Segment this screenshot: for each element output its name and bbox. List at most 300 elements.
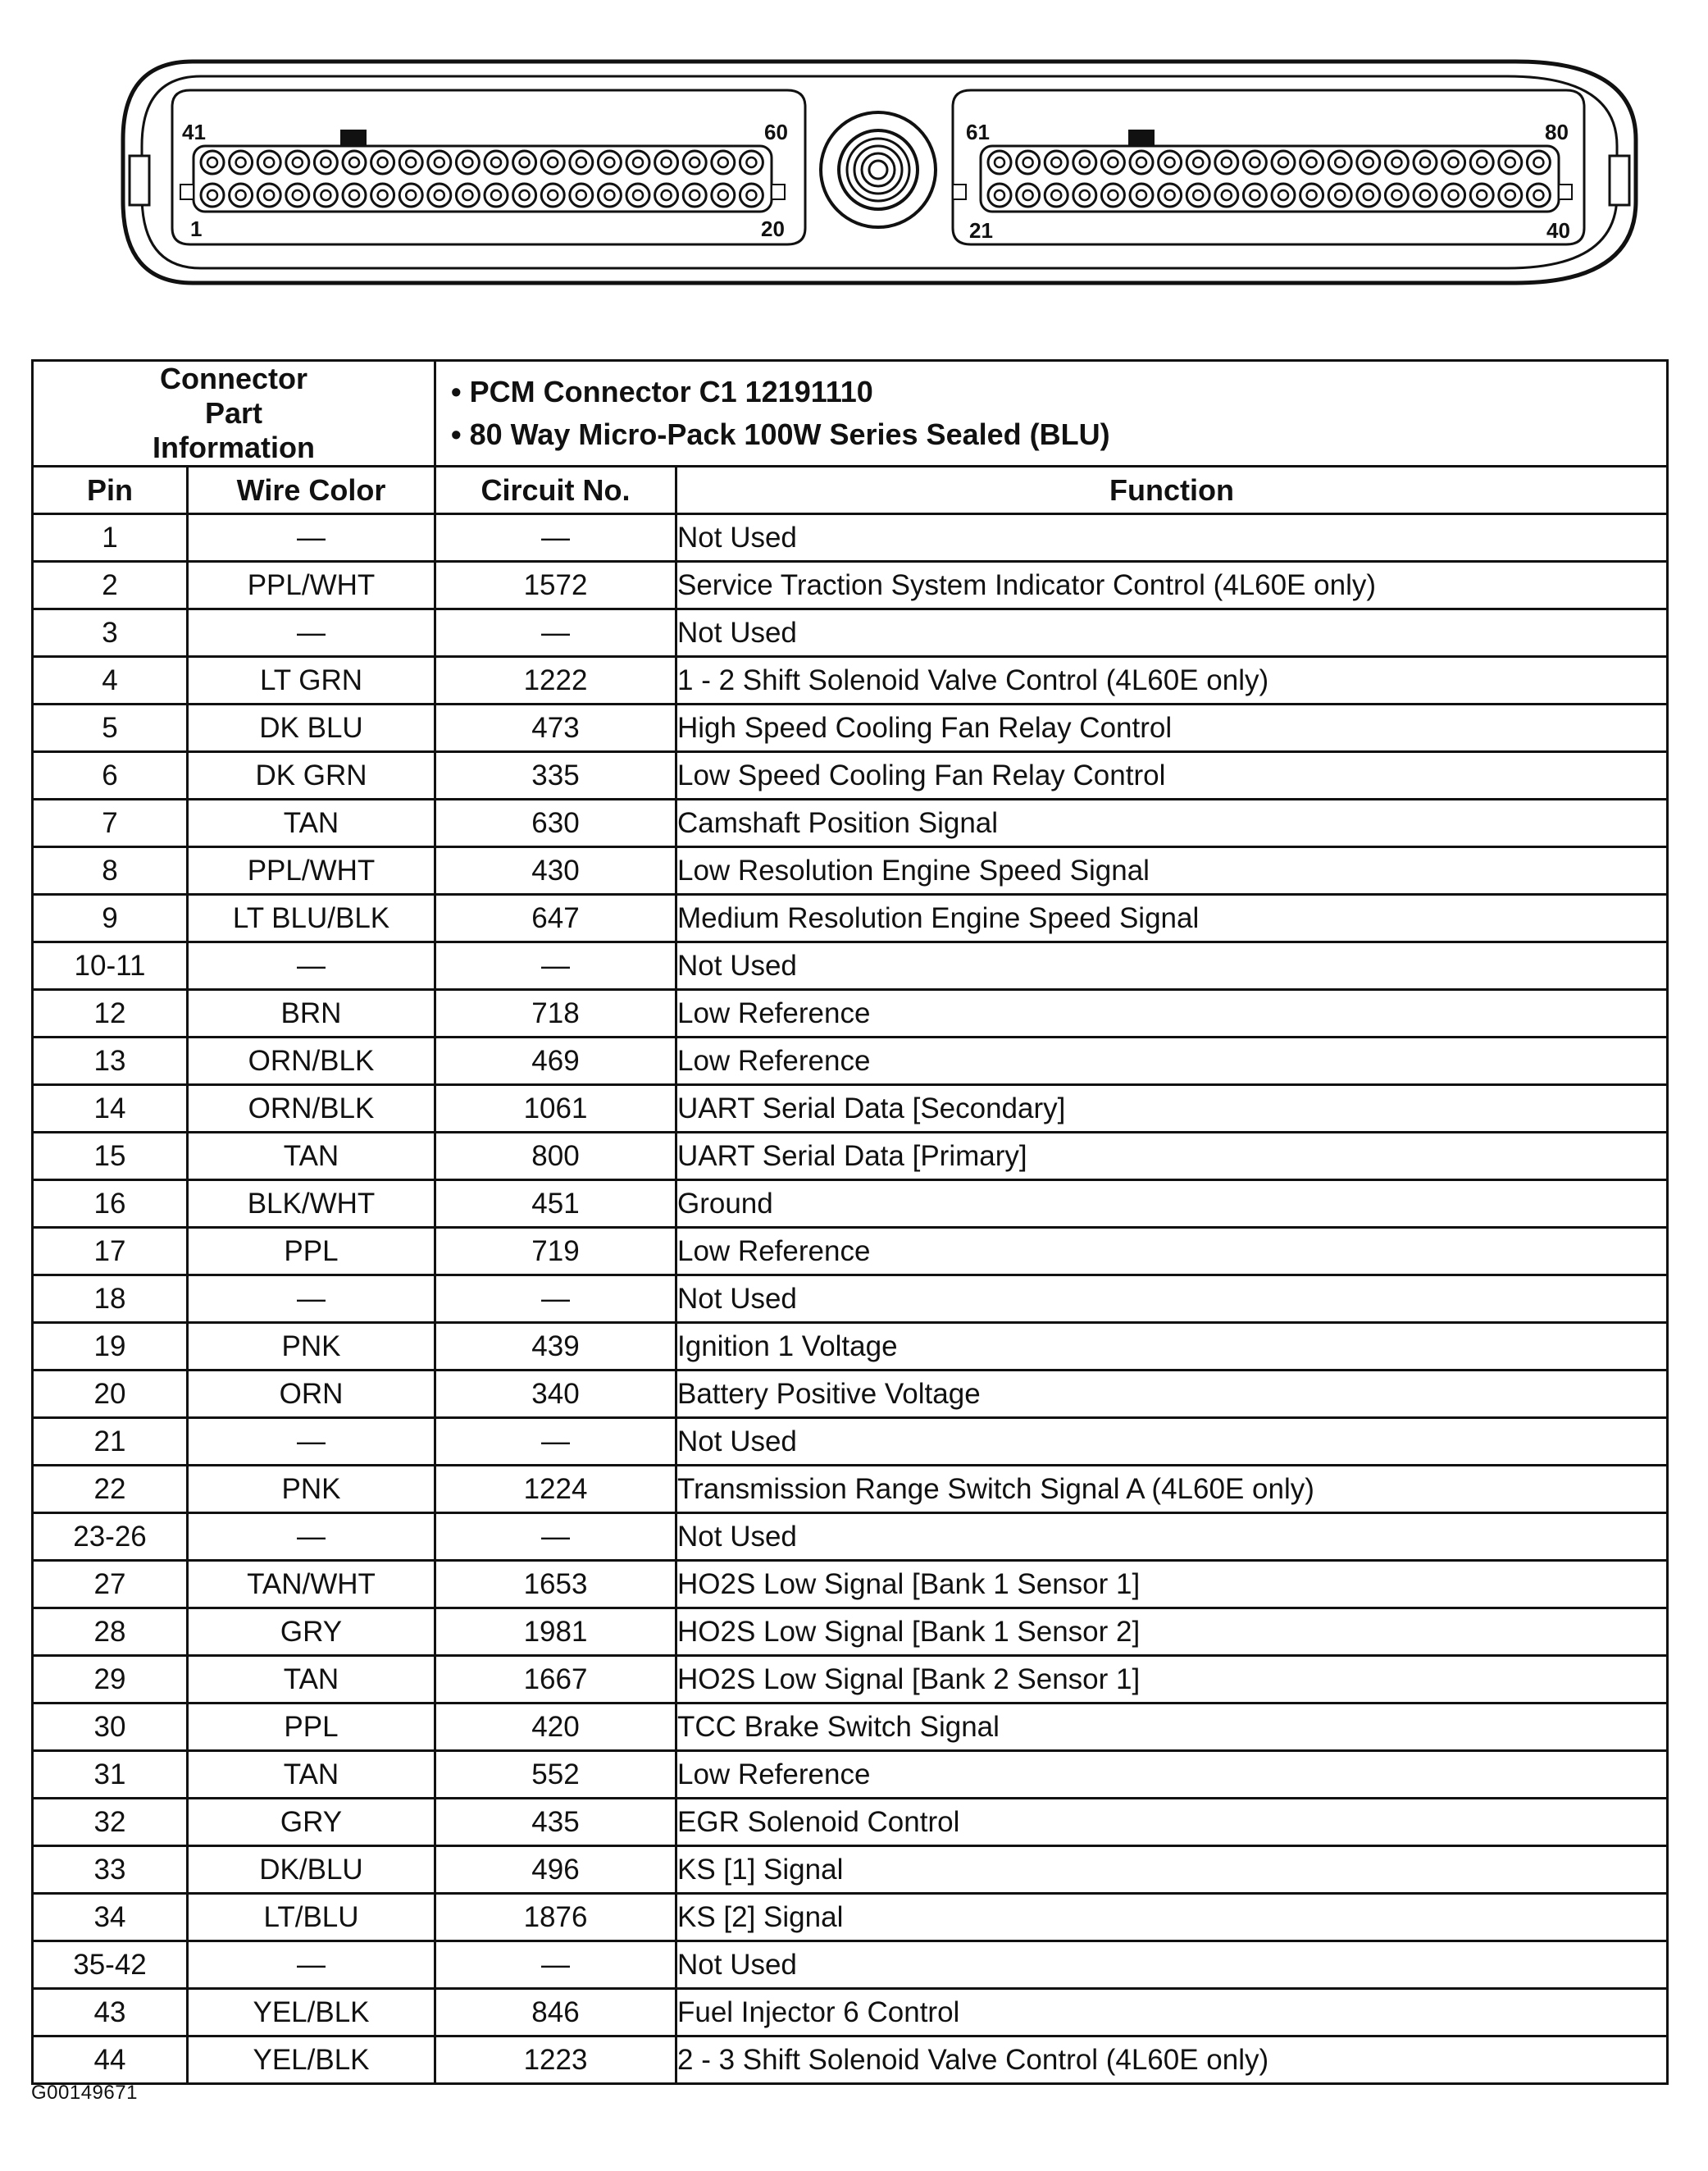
pin-terminal [264,157,274,167]
pin-terminal [207,157,217,167]
pin-cavity [598,184,621,207]
pin-terminal [207,190,217,200]
table-row [33,1941,1668,1989]
table-row [33,1894,1668,1941]
pin-terminal [349,190,359,200]
table-row [33,1418,1668,1466]
pin-cavity [1442,151,1465,174]
pin-cavity [485,151,508,174]
function-cell: HO2S Low Signal [Bank 1 Sensor 1] [676,1561,1668,1608]
table-row [33,990,1668,1038]
pin-cell: 12 [33,990,188,1038]
function-cell: Not Used [676,1418,1668,1466]
wire-color-cell: — [188,1275,435,1323]
wire-color-cell: YEL/BLK [188,1989,435,2036]
pin-terminal [1449,157,1459,167]
wire-color-cell: — [188,1513,435,1561]
pin-cavity [541,184,564,207]
wire-color-cell: LT BLU/BLK [188,895,435,942]
pin-terminal [1307,190,1317,200]
wire-color-cell: PPL [188,1704,435,1751]
table-row [33,942,1668,990]
circuit-cell: 719 [435,1228,676,1275]
circuit-cell: 420 [435,1704,676,1751]
connector-info-details [435,361,1668,467]
pin-cell: 3 [33,609,188,657]
pin-terminal [1533,157,1543,167]
pin-cavity [988,184,1011,207]
circuit-cell: — [435,1418,676,1466]
pin-cavity [1101,184,1124,207]
column-header-function: Function [676,467,1668,514]
pin-terminal [1250,190,1259,200]
pin-terminal [1307,157,1317,167]
pin-terminal [690,157,699,167]
pin-terminal [1477,190,1487,200]
pin-terminal [520,190,530,200]
function-cell: High Speed Cooling Fan Relay Control [676,705,1668,752]
pin-terminal [1505,157,1515,167]
pin-terminal [746,157,756,167]
circuit-cell: 1667 [435,1656,676,1704]
wire-color-cell: — [188,609,435,657]
pin-cavity [513,184,536,207]
pin-label-61: 61 [966,120,990,144]
pin-cavity [230,151,253,174]
pin-terminal [746,190,756,200]
circuit-cell: 473 [435,705,676,752]
wire-color-cell: TAN/WHT [188,1561,435,1608]
pin-cavity [1130,184,1153,207]
circuit-cell: — [435,609,676,657]
pin-terminal [1420,157,1430,167]
pin-terminal [435,157,444,167]
pin-cavity [230,184,253,207]
function-cell: Low Reference [676,1228,1668,1275]
circuit-cell: 647 [435,895,676,942]
left-block-clip-r [772,185,785,199]
pin-terminal [995,157,1004,167]
pin-terminal [1420,190,1430,200]
pin-cavity [1527,184,1550,207]
pin-cavity [1499,151,1522,174]
function-cell: Not Used [676,609,1668,657]
circuit-cell: 1981 [435,1608,676,1656]
pin-cavity [343,184,366,207]
pin-cavity [570,151,593,174]
pin-terminal [491,157,501,167]
pin-terminal [321,190,330,200]
pin-cavity [1470,151,1493,174]
table-row [33,514,1668,562]
circuit-cell: — [435,1275,676,1323]
pin-terminal [1080,157,1090,167]
table-row [33,1228,1668,1275]
pin-terminal [1335,157,1345,167]
wire-color-cell: GRY [188,1608,435,1656]
pin-terminal [1533,190,1543,200]
pin-cell: 9 [33,895,188,942]
pin-cell: 34 [33,1894,188,1941]
pin-cavity [1101,151,1124,174]
pin-cavity [456,184,479,207]
wire-color-cell: ORN/BLK [188,1038,435,1085]
right-key-tab [1128,130,1155,146]
pin-terminal [520,157,530,167]
pin-cavity [1130,151,1153,174]
function-cell: HO2S Low Signal [Bank 2 Sensor 1] [676,1656,1668,1704]
pin-cavity [1357,184,1380,207]
pin-cavity [1328,151,1351,174]
pin-cavity [570,184,593,207]
wire-color-cell: TAN [188,1751,435,1799]
table-row [33,1561,1668,1608]
pin-terminal [1108,157,1118,167]
pin-terminal [378,190,388,200]
wire-color-cell: DK/BLU [188,1846,435,1894]
pin-terminal [1278,157,1288,167]
table-row [33,752,1668,800]
wire-color-cell: TAN [188,800,435,847]
circuit-cell: — [435,1941,676,1989]
pin-terminal [1193,157,1203,167]
pin-cavity [399,151,422,174]
left-key-tab [340,130,367,146]
wire-color-cell: TAN [188,1656,435,1704]
circuit-cell: — [435,1513,676,1561]
pin-cell: 31 [33,1751,188,1799]
function-cell: Low Resolution Engine Speed Signal [676,847,1668,895]
pin-cavity [1017,184,1040,207]
pin-terminal [1477,157,1487,167]
pin-cavity [1073,184,1096,207]
wire-color-cell: — [188,1941,435,1989]
circuit-cell: 630 [435,800,676,847]
pin-cell: 35-42 [33,1941,188,1989]
function-cell: Low Reference [676,990,1668,1038]
circuit-cell: 340 [435,1371,676,1418]
pin-cavity [1357,151,1380,174]
table-row [33,847,1668,895]
wire-color-cell: BLK/WHT [188,1180,435,1228]
pin-terminal [406,157,416,167]
pin-cavity [513,151,536,174]
pin-cell: 14 [33,1085,188,1133]
wire-color-cell: PPL/WHT [188,847,435,895]
circuit-cell: — [435,942,676,990]
pin-cavity [712,151,735,174]
wire-color-cell: PPL [188,1228,435,1275]
column-header-row [33,467,1668,514]
pin-label-41: 41 [182,120,206,144]
table-row [33,1180,1668,1228]
pin-terminal [604,190,614,200]
wire-color-cell: BRN [188,990,435,1038]
table-row [33,1704,1668,1751]
table-row [33,1846,1668,1894]
pin-terminal [1505,190,1515,200]
pin-cavity [201,184,224,207]
pin-terminal [1364,157,1373,167]
function-cell: Fuel Injector 6 Control [676,1989,1668,2036]
pin-cavity [1215,151,1238,174]
column-header-pin: Pin [33,467,188,514]
table-row [33,1751,1668,1799]
function-cell: Not Used [676,514,1668,562]
pin-cell: 19 [33,1323,188,1371]
table-row [33,1608,1668,1656]
pin-cell: 28 [33,1608,188,1656]
circuit-cell: 1061 [435,1085,676,1133]
pin-cavity [257,151,280,174]
function-cell: HO2S Low Signal [Bank 1 Sensor 2] [676,1608,1668,1656]
pin-terminal [1023,190,1033,200]
connector-housing-inner [142,76,1617,268]
function-cell: Low Reference [676,1038,1668,1085]
table-row [33,562,1668,609]
pin-terminal [1278,190,1288,200]
table-row [33,1466,1668,1513]
circuit-cell: 1572 [435,562,676,609]
pin-cell: 17 [33,1228,188,1275]
pin-terminal [435,190,444,200]
function-cell: Ground [676,1180,1668,1228]
wire-color-cell: — [188,514,435,562]
pin-terminal [236,157,246,167]
function-cell: Medium Resolution Engine Speed Signal [676,895,1668,942]
pin-terminal [718,157,728,167]
pin-cell: 27 [33,1561,188,1608]
pin-terminal [548,157,558,167]
pin-cell: 30 [33,1704,188,1751]
pin-cavity [1272,151,1295,174]
connector-info-label [33,361,435,467]
function-cell: Not Used [676,942,1668,990]
pin-cavity [683,151,706,174]
pin-terminal [1449,190,1459,200]
function-cell: Not Used [676,1275,1668,1323]
pin-cavity [456,151,479,174]
circuit-cell: 430 [435,847,676,895]
pin-cavity [1159,151,1182,174]
pin-cavity [740,184,763,207]
connector-diagram [0,0,1708,344]
pin-cavity [371,184,394,207]
wire-color-cell: — [188,1418,435,1466]
pin-cell: 43 [33,1989,188,2036]
pin-cavity [655,151,678,174]
pin-cavity [740,151,763,174]
connector-info-label-text: Connector Part Information [153,362,315,464]
wire-color-cell: DK BLU [188,705,435,752]
pin-cell: 18 [33,1275,188,1323]
connector-info-line-1: • PCM Connector C1 12191110 [451,375,873,408]
pin-terminal [995,190,1004,200]
function-cell: 1 - 2 Shift Solenoid Valve Control (4L60E only) [676,657,1668,705]
wire-color-cell: ORN [188,1371,435,1418]
pin-cavity [257,184,280,207]
pin-label-21: 21 [969,218,993,243]
table-row [33,705,1668,752]
table-row [33,1989,1668,2036]
pin-terminal [1222,190,1232,200]
pin-cavity [598,151,621,174]
circuit-cell: 439 [435,1323,676,1371]
pin-terminal [1165,190,1175,200]
pin-cell: 20 [33,1371,188,1418]
circuit-cell: 846 [435,1989,676,2036]
pin-terminal [462,190,472,200]
pin-cavity [1385,151,1408,174]
column-header-wire-color: Wire Color [188,467,435,514]
pin-terminal [1364,190,1373,200]
pin-cell: 1 [33,514,188,562]
wire-color-cell: LT GRN [188,657,435,705]
pin-terminal [236,190,246,200]
pin-terminal [1023,157,1033,167]
function-cell: KS [1] Signal [676,1846,1668,1894]
pin-terminal [1391,190,1401,200]
pin-terminal [633,190,643,200]
pin-cell: 4 [33,657,188,705]
table-row [33,1799,1668,1846]
pin-cavity [485,184,508,207]
pin-cavity [371,151,394,174]
pin-cavity [314,151,337,174]
pin-cavity [1385,184,1408,207]
wire-color-cell: YEL/BLK [188,2036,435,2084]
pin-cavity [314,184,337,207]
circuit-cell: — [435,514,676,562]
function-cell: Transmission Range Switch Signal A (4L60E only) [676,1466,1668,1513]
pin-cavity [1243,184,1266,207]
table-row [33,1656,1668,1704]
pin-terminal [1051,190,1061,200]
right-cavity-outline [953,90,1584,244]
column-header-circuit: Circuit No. [435,467,676,514]
pin-cell: 44 [33,2036,188,2084]
pin-table [31,359,1669,2085]
circuit-cell: 1876 [435,1894,676,1941]
pin-cavity [1328,184,1351,207]
pin-terminal [1165,157,1175,167]
pin-cavity [343,151,366,174]
pin-cavity [988,151,1011,174]
circuit-cell: 451 [435,1180,676,1228]
circuit-cell: 1223 [435,2036,676,2084]
pin-cell: 10-11 [33,942,188,990]
pin-terminal [633,157,643,167]
function-cell: Not Used [676,1513,1668,1561]
pin-cavity [712,184,735,207]
pin-cavity [399,184,422,207]
pin-cavity [1414,151,1437,174]
pin-cavity [1499,184,1522,207]
function-cell: Camshaft Position Signal [676,800,1668,847]
function-cell: TCC Brake Switch Signal [676,1704,1668,1751]
pin-cavity [428,184,451,207]
pin-terminal [1108,190,1118,200]
pin-cavity [683,184,706,207]
pin-terminal [491,190,501,200]
pin-cell: 7 [33,800,188,847]
pin-cavity [1215,184,1238,207]
pin-terminal [462,157,472,167]
table-row [33,1371,1668,1418]
pin-terminal [690,190,699,200]
pin-cavity [286,151,309,174]
pin-terminal [1193,190,1203,200]
wire-color-cell: LT/BLU [188,1894,435,1941]
left-block-clip-l [180,185,194,199]
pin-cell: 15 [33,1133,188,1180]
pin-cavity [1186,184,1209,207]
pin-terminal [576,190,586,200]
right-block-clip-l [953,185,966,199]
wire-color-cell: GRY [188,1799,435,1846]
right-latch [1610,156,1629,205]
wire-color-cell: — [188,942,435,990]
left-pin-grid [201,151,763,207]
pin-cavity [1017,151,1040,174]
function-cell: UART Serial Data [Primary] [676,1133,1668,1180]
circuit-cell: 469 [435,1038,676,1085]
pin-terminal [264,190,274,200]
table-row [33,1085,1668,1133]
table-row [33,2036,1668,2084]
wire-color-cell: PNK [188,1466,435,1513]
connector-info-row [33,361,1668,467]
function-cell: UART Serial Data [Secondary] [676,1085,1668,1133]
circuit-cell: 800 [435,1133,676,1180]
pin-cavity [1243,151,1266,174]
pin-cavity [1442,184,1465,207]
pin-label-20: 20 [761,217,785,241]
circuit-cell: 552 [435,1751,676,1799]
function-cell: KS [2] Signal [676,1894,1668,1941]
function-cell: Battery Positive Voltage [676,1371,1668,1418]
pin-terminal [293,190,303,200]
function-cell: 2 - 3 Shift Solenoid Valve Control (4L60E only) [676,2036,1668,2084]
function-cell: Not Used [676,1941,1668,1989]
left-latch [130,156,149,205]
pin-cell: 23-26 [33,1513,188,1561]
pin-label-1: 1 [190,217,203,241]
right-pin-grid [988,151,1550,207]
pin-terminal [604,157,614,167]
pin-terminal [293,157,303,167]
pin-terminal [662,190,672,200]
figure-code: G00149671 [31,2082,138,2104]
pin-terminal [378,157,388,167]
pin-terminal [1136,190,1146,200]
pin-cavity [655,184,678,207]
pin-cell: 13 [33,1038,188,1085]
pin-terminal [321,157,330,167]
wire-color-cell: ORN/BLK [188,1085,435,1133]
table-row [33,1038,1668,1085]
pin-terminal [576,157,586,167]
table-row [33,609,1668,657]
pin-cavity [1159,184,1182,207]
circuit-cell: 496 [435,1846,676,1894]
pin-label-60: 60 [764,120,788,144]
connector-info-line-2: • 80 Way Micro-Pack 100W Series Sealed (BLU) [451,417,1110,451]
pin-cell: 29 [33,1656,188,1704]
circuit-cell: 435 [435,1799,676,1846]
pin-cell: 8 [33,847,188,895]
right-block-clip-r [1559,185,1572,199]
